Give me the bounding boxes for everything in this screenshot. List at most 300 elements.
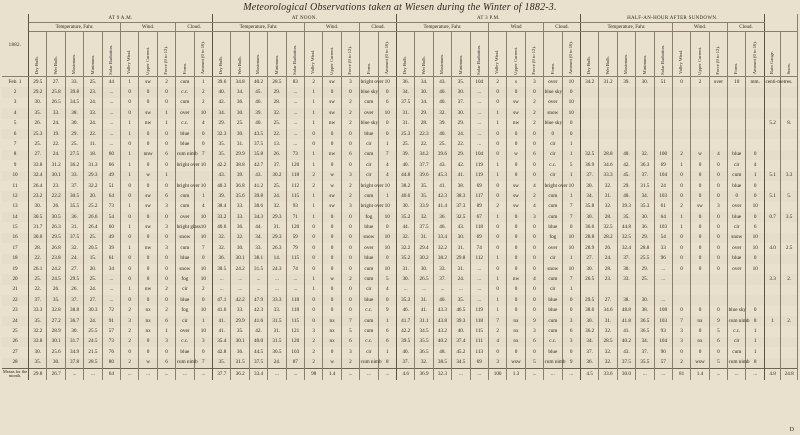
- value-cell: 0: [341, 129, 359, 139]
- value-cell: ...: [470, 108, 488, 118]
- value-cell: 6: [341, 150, 359, 160]
- value-cell: bright over: [176, 181, 194, 191]
- value-cell: 26.: [47, 285, 65, 295]
- value-cell: 37.: [617, 254, 635, 264]
- value-cell: 67: [470, 212, 488, 222]
- value-cell: [728, 274, 746, 284]
- value-cell: cir: [360, 285, 378, 295]
- value-cell: 26.: [47, 202, 65, 212]
- value-cell: 0: [323, 347, 341, 357]
- mean-cell: ...: [709, 368, 727, 380]
- date-cell: 7: [2, 139, 29, 149]
- value-cell: 5.: [781, 191, 798, 201]
- value-cell: sw: [323, 77, 341, 88]
- value-cell: [617, 87, 635, 97]
- value-cell: 40.2: [249, 77, 267, 88]
- value-cell: 2.5: [781, 243, 798, 253]
- value-cell: 41.6: [249, 316, 267, 326]
- value-cell: 1: [121, 171, 139, 181]
- value-cell: 0: [488, 181, 506, 191]
- value-cell: 30.1: [231, 254, 249, 264]
- value-cell: ...: [470, 119, 488, 129]
- value-cell: 103: [286, 347, 304, 357]
- value-cell: [691, 274, 709, 284]
- value-cell: 0: [341, 254, 359, 264]
- value-cell: 31.: [415, 233, 433, 243]
- value-cell: 43.: [249, 171, 267, 181]
- value-cell: cir: [360, 139, 378, 149]
- value-cell: blue: [176, 139, 194, 149]
- value-cell: [781, 254, 798, 264]
- value-cell: 4: [194, 119, 212, 129]
- value-cell: 0: [121, 264, 139, 274]
- column-header: Form.: [728, 32, 746, 77]
- value-cell: 0: [507, 285, 525, 295]
- value-cell: 31.: [231, 139, 249, 149]
- value-cell: 1: [157, 326, 175, 336]
- value-cell: 3: [157, 337, 175, 347]
- value-cell: ...: [268, 285, 286, 295]
- value-cell: 36.9: [580, 160, 598, 170]
- value-cell: 25.5: [636, 254, 654, 264]
- value-cell: 0: [562, 119, 580, 129]
- mean-cell: ...: [728, 368, 746, 380]
- value-cell: 4.0: [764, 243, 780, 253]
- value-cell: 28.: [268, 98, 286, 108]
- value-cell: 39.3: [452, 316, 470, 326]
- value-cell: 41.7: [396, 316, 414, 326]
- column-header: Force (0 to 12).: [525, 32, 543, 77]
- date-cell: 13: [2, 202, 29, 212]
- value-cell: 0: [709, 233, 727, 243]
- value-cell: [746, 139, 764, 149]
- value-cell: cir: [360, 171, 378, 181]
- value-cell: 24.: [84, 119, 102, 129]
- value-cell: 0: [691, 160, 709, 170]
- value-cell: 33.: [231, 212, 249, 222]
- value-cell: 0: [507, 306, 525, 316]
- value-cell: 41.: [213, 316, 231, 326]
- value-cell: 26.: [65, 285, 83, 295]
- value-cell: 27.: [65, 264, 83, 274]
- value-cell: 32.: [415, 212, 433, 222]
- value-cell: 46.: [249, 98, 267, 108]
- value-cell: [781, 347, 798, 357]
- value-cell: 0: [139, 347, 157, 357]
- value-cell: ...: [286, 119, 304, 129]
- table-row: [2, 233, 798, 243]
- value-cell: ...: [654, 274, 672, 284]
- value-cell: [691, 119, 709, 129]
- value-cell: fog: [176, 306, 194, 316]
- value-cell: [636, 139, 654, 149]
- value-cell: 0: [139, 129, 157, 139]
- mean-cell: 29.8: [29, 368, 47, 380]
- value-cell: 2: [341, 181, 359, 191]
- value-cell: [672, 108, 690, 118]
- value-cell: 36.: [231, 222, 249, 232]
- value-cell: cir: [176, 285, 194, 295]
- value-cell: 39.6: [213, 77, 231, 88]
- value-cell: [176, 171, 194, 181]
- value-cell: 33.3: [29, 306, 47, 316]
- value-cell: mm.: [746, 77, 764, 88]
- value-cell: 38.5: [433, 358, 451, 369]
- table-row: [2, 295, 798, 305]
- value-cell: 3: [341, 171, 359, 181]
- value-cell: sw: [323, 191, 341, 201]
- value-cell: 24.: [84, 316, 102, 326]
- value-cell: 34.: [415, 77, 433, 88]
- value-cell: 1: [672, 160, 690, 170]
- value-cell: 2: [157, 285, 175, 295]
- value-cell: 37.: [636, 347, 654, 357]
- value-cell: 33.: [65, 171, 83, 181]
- value-cell: 32.2: [29, 326, 47, 336]
- value-cell: [636, 98, 654, 108]
- value-cell: 10: [378, 264, 396, 274]
- column-header: Wet Bulb.: [415, 32, 433, 77]
- value-cell: 34.: [213, 108, 231, 118]
- value-cell: 2: [305, 171, 323, 181]
- value-cell: 44.: [249, 222, 267, 232]
- value-cell: 3: [194, 337, 212, 347]
- value-cell: 113: [470, 347, 488, 357]
- value-cell: [764, 181, 780, 191]
- column-header: Valley Wind.: [672, 32, 690, 77]
- value-cell: 30.: [65, 119, 83, 129]
- value-cell: 34.: [249, 233, 267, 243]
- value-cell: ...: [102, 87, 120, 97]
- value-cell: 2: [305, 358, 323, 369]
- value-cell: 42.: [213, 98, 231, 108]
- value-cell: 31.: [268, 222, 286, 232]
- value-cell: 0: [562, 347, 580, 357]
- value-cell: 104: [470, 77, 488, 88]
- value-cell: [636, 108, 654, 118]
- value-cell: 40.: [617, 191, 635, 201]
- value-cell: 6: [525, 337, 543, 347]
- value-cell: bright over: [360, 181, 378, 191]
- value-cell: cum: [176, 243, 194, 253]
- value-cell: 10: [378, 108, 396, 118]
- mean-cell: 4.5: [580, 368, 598, 380]
- table-row: [2, 222, 798, 232]
- value-cell: 29.: [452, 150, 470, 160]
- value-cell: blue: [728, 150, 746, 160]
- value-cell: [599, 119, 617, 129]
- value-cell: 0: [194, 347, 212, 357]
- value-cell: 10: [194, 160, 212, 170]
- value-cell: 37.: [433, 274, 451, 284]
- value-cell: 0: [157, 160, 175, 170]
- value-cell: ...: [102, 98, 120, 108]
- value-cell: 45.: [249, 87, 267, 97]
- value-cell: 1: [305, 150, 323, 160]
- value-cell: 2: [341, 191, 359, 201]
- value-cell: 25.: [84, 274, 102, 284]
- date-header: [2, 14, 29, 77]
- value-cell: 5: [341, 326, 359, 336]
- value-cell: 4: [525, 181, 543, 191]
- value-cell: [764, 202, 780, 212]
- date-cell: 3: [2, 98, 29, 108]
- value-cell: 69: [654, 160, 672, 170]
- value-cell: 27.5: [65, 150, 83, 160]
- value-cell: 24.: [47, 119, 65, 129]
- value-cell: 2: [341, 98, 359, 108]
- value-cell: ...: [102, 139, 120, 149]
- value-cell: over: [544, 243, 562, 253]
- value-cell: 0: [121, 347, 139, 357]
- value-cell: blue: [360, 254, 378, 264]
- value-cell: [709, 285, 727, 295]
- value-cell: 4: [709, 150, 727, 160]
- value-cell: 64: [102, 191, 120, 201]
- value-cell: 1: [194, 316, 212, 326]
- value-cell: 0: [488, 139, 506, 149]
- value-cell: 1: [157, 171, 175, 181]
- value-cell: 43.: [213, 171, 231, 181]
- value-cell: 0: [709, 264, 727, 274]
- value-cell: 24.2: [47, 264, 65, 274]
- value-cell: 43.3: [433, 306, 451, 316]
- column-header: Amount (0 to 10).: [194, 32, 212, 77]
- value-cell: 1: [488, 295, 506, 305]
- value-cell: 0: [709, 306, 727, 316]
- value-cell: 0: [139, 274, 157, 284]
- value-cell: over: [176, 108, 194, 118]
- value-cell: [709, 274, 727, 284]
- value-cell: cum nimb: [728, 358, 746, 369]
- value-cell: 0: [672, 191, 690, 201]
- value-cell: 10: [746, 264, 764, 274]
- value-cell: cir: [360, 347, 378, 357]
- value-cell: ...: [249, 285, 267, 295]
- value-cell: ...: [470, 274, 488, 284]
- value-cell: 38.1: [249, 254, 267, 264]
- value-cell: 20.: [84, 264, 102, 274]
- value-cell: over: [709, 77, 727, 88]
- value-cell: [654, 139, 672, 149]
- value-cell: w: [323, 358, 341, 369]
- value-cell: c.c.: [544, 160, 562, 170]
- group-header: Temperature, Fahr.: [580, 23, 672, 32]
- value-cell: 10: [194, 233, 212, 243]
- value-cell: [654, 285, 672, 295]
- column-header: Minimum.: [84, 32, 102, 77]
- value-cell: 0: [562, 295, 580, 305]
- value-cell: 25.: [268, 119, 286, 129]
- value-cell: 15.: [84, 254, 102, 264]
- value-cell: 3: [157, 202, 175, 212]
- value-cell: 6: [157, 191, 175, 201]
- value-cell: 0: [157, 181, 175, 191]
- value-cell: 1: [764, 316, 780, 326]
- value-cell: 22.3: [415, 129, 433, 139]
- value-cell: sw: [139, 77, 157, 88]
- value-cell: 10: [194, 306, 212, 316]
- table-row: [2, 98, 798, 108]
- value-cell: 0: [507, 222, 525, 232]
- value-cell: 32.: [268, 108, 286, 118]
- value-cell: cum: [176, 202, 194, 212]
- value-cell: 25.: [65, 139, 83, 149]
- value-cell: 3.3: [764, 274, 780, 284]
- value-cell: 33.: [231, 202, 249, 212]
- value-cell: 1: [157, 119, 175, 129]
- table-row: [2, 243, 798, 253]
- value-cell: 10: [746, 202, 764, 212]
- value-cell: 33.: [268, 306, 286, 316]
- value-cell: 1: [488, 274, 506, 284]
- value-cell: 26.5: [580, 274, 598, 284]
- value-cell: 115: [286, 191, 304, 201]
- value-cell: 0: [323, 222, 341, 232]
- value-cell: 0: [157, 233, 175, 243]
- mean-cell: ...: [139, 368, 157, 380]
- value-cell: 25.: [636, 274, 654, 284]
- value-cell: nw: [139, 285, 157, 295]
- value-cell: [746, 98, 764, 108]
- value-cell: 1: [378, 191, 396, 201]
- value-cell: nw: [139, 243, 157, 253]
- value-cell: 3: [157, 222, 175, 232]
- value-cell: 0: [691, 264, 709, 274]
- value-cell: 37.5: [415, 222, 433, 232]
- value-cell: ...: [286, 87, 304, 97]
- value-cell: 33.: [65, 77, 83, 88]
- value-cell: blue: [360, 129, 378, 139]
- mean-cell: ...: [654, 368, 672, 380]
- value-cell: 60: [102, 150, 120, 160]
- value-cell: 38.4: [213, 202, 231, 212]
- value-cell: 30.: [415, 264, 433, 274]
- value-cell: 36.: [580, 358, 598, 369]
- value-cell: cum: [544, 202, 562, 212]
- table-row: [2, 337, 798, 347]
- value-cell: bright glass: [176, 222, 194, 232]
- value-cell: cum nimb: [360, 358, 378, 369]
- mean-cell: 4.8: [764, 368, 780, 380]
- value-cell: 37.4: [452, 337, 470, 347]
- value-cell: c.c.: [544, 337, 562, 347]
- value-cell: 8: [746, 358, 764, 369]
- column-header: Dry Bulb.: [29, 32, 47, 77]
- value-cell: 31.: [452, 264, 470, 274]
- value-cell: 25.3: [29, 129, 47, 139]
- value-cell: [636, 119, 654, 129]
- value-cell: 38.3: [452, 191, 470, 201]
- table-row: [2, 212, 798, 222]
- value-cell: 30.: [636, 77, 654, 88]
- date-cell: 26: [2, 337, 29, 347]
- value-cell: 29.: [213, 119, 231, 129]
- value-cell: 0: [121, 139, 139, 149]
- value-cell: 0: [691, 254, 709, 264]
- value-cell: blue: [176, 254, 194, 264]
- value-cell: 25.: [268, 181, 286, 191]
- value-cell: 35.: [452, 295, 470, 305]
- value-cell: w: [139, 358, 157, 369]
- value-cell: 1: [488, 119, 506, 129]
- value-cell: 0: [121, 108, 139, 118]
- value-cell: 31.: [268, 326, 286, 336]
- value-cell: 0: [488, 98, 506, 108]
- value-cell: 44.: [396, 222, 414, 232]
- value-cell: nw: [323, 119, 341, 129]
- value-cell: 39: [102, 243, 120, 253]
- value-cell: 2: [341, 358, 359, 369]
- value-cell: w: [691, 150, 709, 160]
- value-cell: 0: [709, 212, 727, 222]
- value-cell: 1: [305, 285, 323, 295]
- mean-cell: 100: [488, 368, 506, 380]
- value-cell: ...: [102, 129, 120, 139]
- value-cell: 32.: [213, 243, 231, 253]
- value-cell: [617, 285, 635, 295]
- value-cell: 28.8: [599, 150, 617, 160]
- value-cell: 24.: [84, 98, 102, 108]
- value-cell: snow: [544, 264, 562, 274]
- value-cell: 1: [305, 212, 323, 222]
- value-cell: 35.: [213, 150, 231, 160]
- value-cell: 2: [157, 306, 175, 316]
- value-cell: [691, 139, 709, 149]
- mean-cell: 32.3: [433, 368, 451, 380]
- value-cell: 35.: [231, 326, 249, 336]
- value-cell: 0: [305, 129, 323, 139]
- value-cell: blue: [544, 295, 562, 305]
- value-cell: 22.: [452, 139, 470, 149]
- value-cell: 36.: [231, 98, 249, 108]
- value-cell: ...: [470, 129, 488, 139]
- value-cell: 1: [488, 254, 506, 264]
- value-cell: [599, 98, 617, 108]
- mean-cell: 81: [672, 368, 690, 380]
- value-cell: 0: [525, 243, 543, 253]
- value-cell: 4: [194, 202, 212, 212]
- value-cell: 1: [121, 129, 139, 139]
- value-cell: 2: [691, 77, 709, 88]
- value-cell: 1: [488, 171, 506, 181]
- value-cell: 117: [470, 191, 488, 201]
- value-cell: [746, 129, 764, 139]
- value-cell: cum: [728, 171, 746, 181]
- value-cell: 119: [470, 171, 488, 181]
- value-cell: 26.8: [47, 243, 65, 253]
- value-cell: 31.: [396, 264, 414, 274]
- value-cell: ...: [433, 285, 451, 295]
- value-cell: 2: [525, 119, 543, 129]
- value-cell: 35.: [415, 191, 433, 201]
- value-cell: 2: [121, 337, 139, 347]
- value-cell: c.c.: [176, 337, 194, 347]
- date-cell: 12: [2, 191, 29, 201]
- value-cell: 61: [102, 254, 120, 264]
- value-cell: ...: [286, 108, 304, 118]
- column-header: Maximum.: [433, 32, 451, 77]
- value-cell: 0: [341, 285, 359, 295]
- value-cell: 32.2: [433, 243, 451, 253]
- value-cell: 2: [157, 77, 175, 88]
- value-cell: 37.: [396, 358, 414, 369]
- value-cell: 2: [305, 337, 323, 347]
- date-cell: 28: [2, 358, 29, 369]
- value-cell: 31.2: [47, 160, 65, 170]
- value-cell: 10: [194, 181, 212, 191]
- value-cell: 0: [746, 191, 764, 201]
